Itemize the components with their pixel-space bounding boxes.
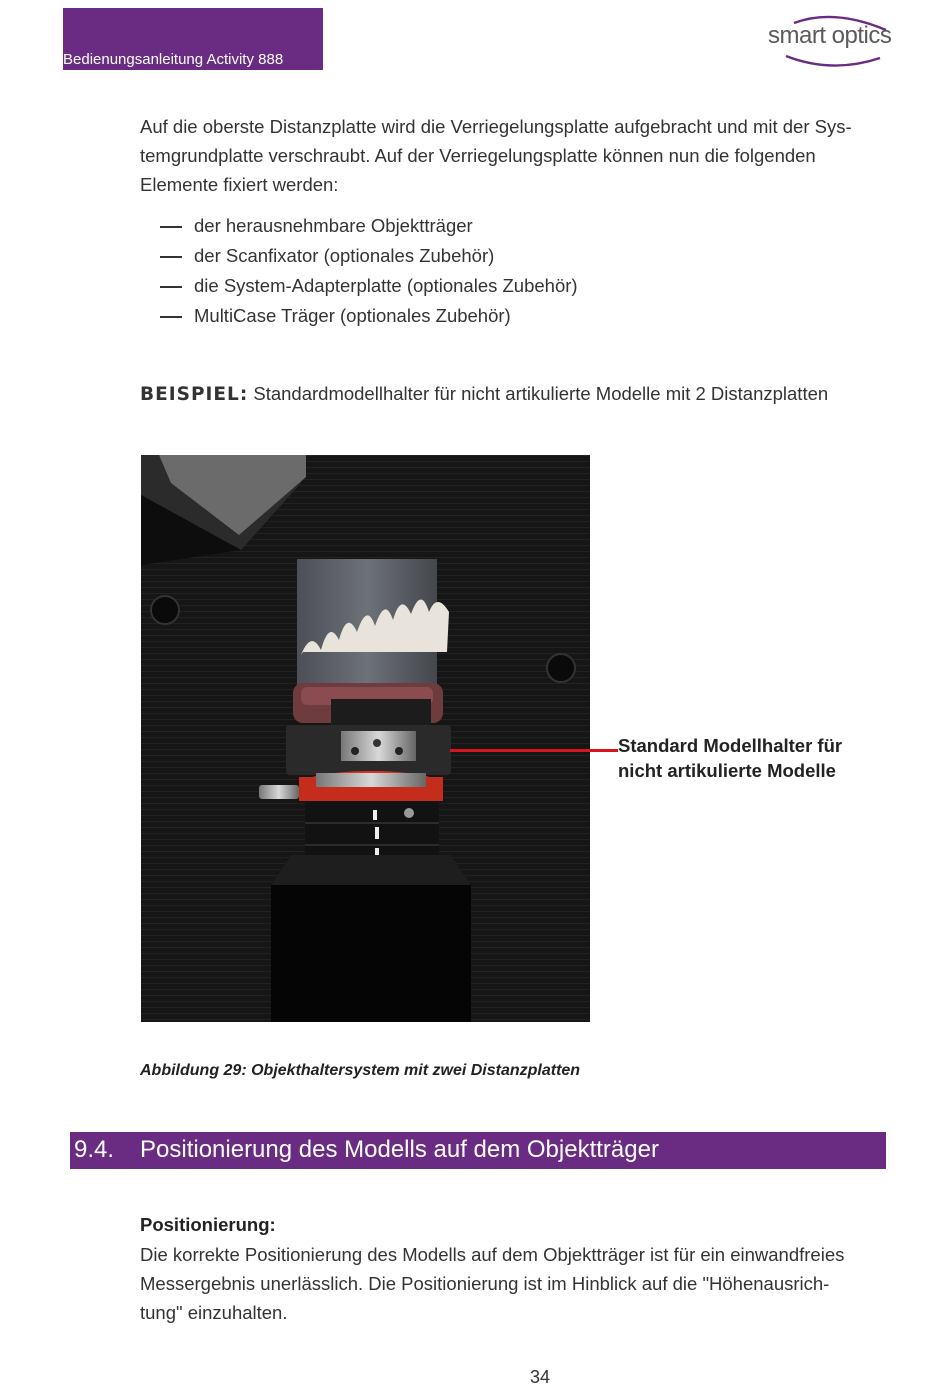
smart-optics-logo [764,14,894,70]
paragraph-line: Die korrekte Positionierung des Modells auf dem Objektträger ist für ein einwandfreies [140,1244,845,1265]
intro-line: temgrundplatte verschraubt. Auf der Verriegelungsplatte können nun die folgenden [140,145,816,166]
dash-bullet [160,256,182,258]
list-item [160,301,860,331]
section-title: Positionierung des Modells auf dem Objektträger [140,1136,659,1163]
page-number: 34 [529,1367,551,1387]
subheading: Positionierung: [140,1214,276,1235]
list-item-text: MultiCase Träger (optionales Zubehör) [194,305,511,326]
callout-label [618,733,898,783]
paragraph-line: tung" einzuhalten. [140,1302,288,1323]
list-item [160,271,860,301]
intro-line: Auf die oberste Distanzplatte wird die Verriegelungsplatte aufgebracht und mit der Sys- [140,116,852,137]
dash-bullet [160,316,182,318]
example-line [140,381,828,408]
example-keyword: BEISPIEL: [140,384,249,405]
list-item [160,211,860,241]
paragraph-line: Messergebnis unerlässlich. Die Positionierung ist im Hinblick auf die "Höhenausrich- [140,1273,830,1294]
photo-illustration [141,455,590,1022]
figure-caption: Abbildung 29: Objekthaltersystem mit zwei Distanzplatten [140,1062,581,1079]
section-heading [70,1132,886,1169]
list-item [160,241,860,271]
callout-line-text: Standard Modellhalter für [618,735,843,756]
logo-text: smart optics [768,22,892,49]
list-item-text: die System-Adapterplatte (optionales Zubehör) [194,275,578,296]
callout-line-text: nicht artikulierte Modelle [618,760,836,781]
section-number: 9.4. [74,1136,115,1163]
model-holder-photo [141,455,590,1022]
intro-paragraph [140,112,892,199]
positioning-paragraph [140,1240,892,1327]
list-item-text: der Scanfixator (optionales Zubehör) [194,245,495,266]
dash-bullet [160,286,182,288]
dash-bullet [160,226,182,228]
list-item-text: der herausnehmbare Objektträger [194,215,473,236]
example-text: Standardmodellhalter für nicht artikulierte Modelle mit 2 Distanzplatten [253,383,829,404]
callout-line [450,749,618,752]
element-list [160,211,860,331]
intro-line: Elemente fixiert werden: [140,174,339,195]
document-title: Bedienungsanleitung Activity 888 [63,51,284,68]
